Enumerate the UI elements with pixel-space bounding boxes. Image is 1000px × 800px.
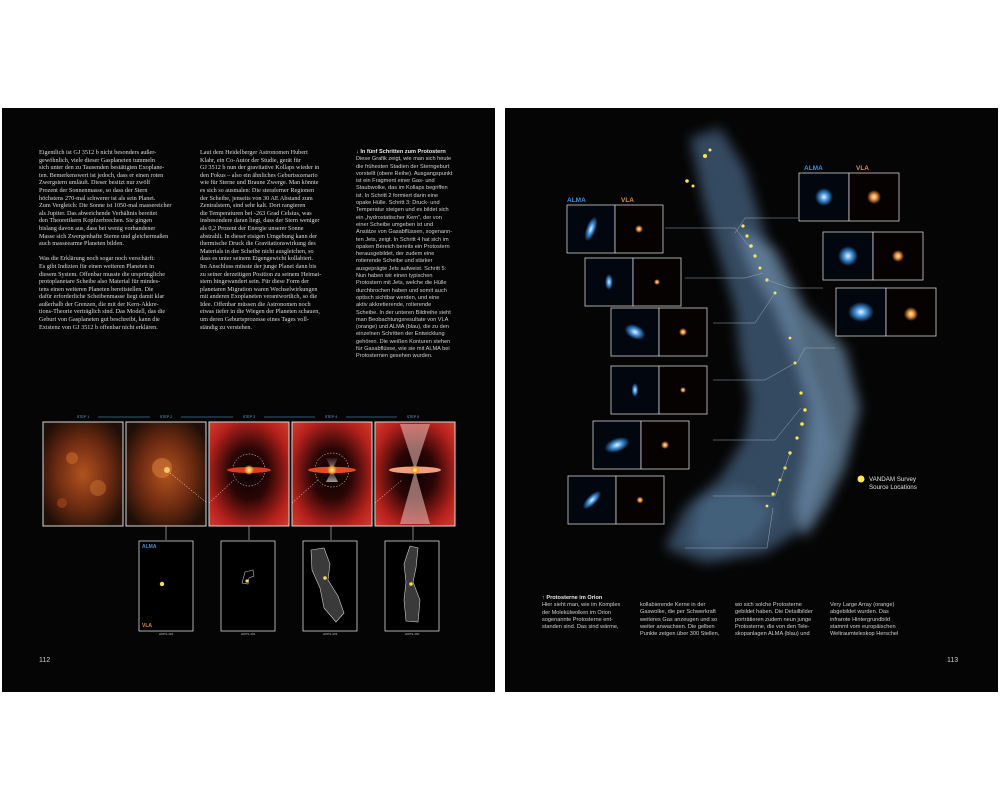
obs-panel-4	[385, 541, 439, 631]
step-label: STEP 3	[242, 415, 256, 419]
step-label: STEP 2	[159, 415, 173, 419]
vla-label: VLA	[856, 165, 869, 172]
legend-label: Source Locations	[869, 484, 917, 491]
paragraph: Was die Erklärung noch sogar noch verschärft: Es gibt Indizien für einen weiteren Planeten in diesem System. Offenbar musste die ursprüngliche protoplanetare Scheibe also Material für mindes- tens einen weiteren Planeten bereitstellen. Die dafür erforderliche Scheibenmasse liegt damit klar außerhalb der Grenzen, die mit der Kern-Akkre- tions-Theorie verträglich sind. Das Modell, das die Geburt von Gasplaneten gut beschreibt, kann die Existenz von GJ 3512 b offenbar nicht erklären.	[39, 255, 166, 331]
inset-pair-5	[593, 421, 689, 469]
caption-col-2: kollabierende Kerne in der Gaswolke, die per Schwerkraft weiteres Gas anzeugen und so weiter anwachsen. Die gelben Punkte zeigen über 300 Stellen,	[640, 602, 720, 638]
inset-pair-3	[611, 308, 707, 356]
right-page	[505, 108, 998, 692]
inset-pair-7	[799, 173, 899, 221]
protostar-steps-figure	[2, 108, 495, 692]
obs-panel-2	[221, 541, 275, 631]
step-5-panel	[375, 422, 455, 526]
step-3-panel	[209, 422, 289, 526]
inset-pair-6	[568, 476, 664, 524]
caption-heading: Protosterne im Orion	[546, 595, 603, 601]
alma-label: ALMA	[142, 544, 157, 550]
page-number: 113	[947, 657, 959, 664]
step-label: STEP 5	[406, 415, 420, 419]
caption-heading: In fünf Schritten zum Protostern	[360, 149, 446, 155]
vla-label: VLA	[621, 197, 634, 204]
step-4-panel	[292, 422, 372, 526]
caption-col-3: wo sich solche Protosterne gebildet haben. Die Detailbilder porträtieren zudem neun junge Protosterne, die von den Tele- skopanlagen ALMA (blau) und	[735, 602, 813, 638]
alma-label: ALMA	[567, 197, 586, 204]
caption-text: Hier sieht man, wie im Komplex der Molekülwolken im Orion sogenannte Protosterne ent- standen sind. Das sind wärme,	[542, 602, 621, 631]
left-page	[2, 108, 495, 692]
inset-pair-8	[823, 232, 923, 280]
legend-marker	[858, 476, 865, 483]
step-1-panel	[43, 422, 123, 526]
step-label: STEP 4	[324, 415, 338, 419]
arrow-up-icon: ↑	[542, 595, 547, 601]
obs-label: HOPS-404	[240, 632, 256, 636]
arrow-down-icon: ↓	[356, 149, 361, 155]
caption-col-4: Very Large Array (orange) abgebildet wurden. Das infrarote Hintergrundbild stammt vom europäischen Weltraumteleskop Herschel	[830, 602, 899, 638]
inset-pair-4	[611, 366, 707, 414]
inset-pair-2	[585, 258, 681, 306]
caption-col-1	[542, 595, 639, 631]
step-label: STEP 1	[76, 415, 90, 419]
obs-label: HOPS-400	[404, 632, 420, 636]
paragraph: Laut dem Heidelberger Astronomen Hubert Klahr, ein Co-Autor der Studie, gerät für GJ 3512 b nun der gravitative Kollaps wieder in den Fokus – also ein ähnliches Geburtsszenario wie für Sterne und Braune Zwerge. Man könnte es sich so ausmalen: Die steraferner Regionen der Scheibe, jenseits von 30 AE Abstand zum Zentralstern, sind sehr kalt. Dort rangieren die Temperaturen bei -263 Grad Celsius, was insbesondere daran liegt, dass der Stern weniger als 0,2 Prozent der Energie unserer Sonne abstrahlt. In dieser eisigen Umgebung kann der thermische Druck die Gravitationswirkung des Materials in der Scheibe nicht ausgleichen, so dass es unter seinem Eigengewicht kollabiert. Im Anschluss müsste der junge Planet dann bis zu seiner derzeitigen Position zu seinem Heimat- stern hingewandert sein. Für diese Form der planetaren Migration waren Wechselwirkungen mit anderen Exoplaneten verantwortlich, so die Idee. Offenbar müssen die Astronomen noch etwas tiefer in die Wiegen der Planeten schauen, um deren Geburtsprozesse eines Tages voll- ständig zu verstehen.	[200, 149, 322, 331]
legend-label: VANDAM Survey	[869, 476, 916, 483]
obs-label: HOPS-403	[322, 632, 338, 636]
inset-pair-9	[836, 288, 936, 336]
obs-panel-1	[139, 541, 193, 631]
caption-body: Diese Grafik zeigt, wie man sich heute die frühesten Stadien der Sterngeburt vorstellt (obere Reihe). Ausgangspunkt ist ein Fragment einer Gas- und Staubwolke, das im Kollaps begriffen ist. In Schritt 2 formiert darin eine opake Hülle. Schritt 3: Druck- und Temperatur steigen und es bildet sich ein „hydrostatischer Kern“, der von einer Scheibe umgeben ist und Ansätze von Gasabflüssen, sogenann- ten Jets, zeigt. In Schritt 4 hat sich im opaken Bereich bereits ein Protostern herausgebildet, der zudem eine rotierende Scheibe und stärker ausgeprägte Jets aufweist. Schritt 5: Nun haben wir einen typischen Protostern mit Jets, welche die Hülle durchbrochen haben und somit auch optisch sichtbar werden, und eine aktiv akkretierende, rotierende Scheibe. In der unteren Bildreihe sieht man Beobachtungsresultate von VLA (orange) und ALMA (blau), die zu den einzelnen Schritten der Entwicklung gehören. Die weißen Konturen stehen für Gasabflüsse, wie sie mit ALMA bei Protosternen gesehen wurden.	[356, 156, 453, 360]
vla-label: VLA	[142, 623, 152, 629]
page-number: 112	[39, 657, 51, 664]
obs-panel-3	[303, 541, 357, 631]
alma-label: ALMA	[804, 165, 823, 172]
paragraph: Eigentlich ist GJ 3512 b nicht besonders außer- gewöhnlich, viele dieser Gasplaneten tummeln sich unter den zu Tausenden bestätigten Exoplane- ten. Bemerkenswert ist jedoch, dass er einen roten Zwergstern umläuft. Dieser besitzt nur zwölf Prozent der Sonnenmasse, so dass der Stern höchstens 270-mal schwerer ist als sein Planet. Zum Vergleich: Die Sonne ist 1050-mal massereicher als Jupiter. Das abweichende Verhältnis bereitet den Theoretikern Kopfzerbrechen. Sie gingen bislang davon aus, dass bei wenig vorhandener Masse sich Zwergenhafte Sterne und gleichermaßen auch masseearme Planeten bilden.	[39, 149, 172, 248]
obs-label: HOPS-402	[158, 632, 174, 636]
inset-pair-1	[567, 205, 663, 253]
step-2-panel	[126, 422, 207, 526]
